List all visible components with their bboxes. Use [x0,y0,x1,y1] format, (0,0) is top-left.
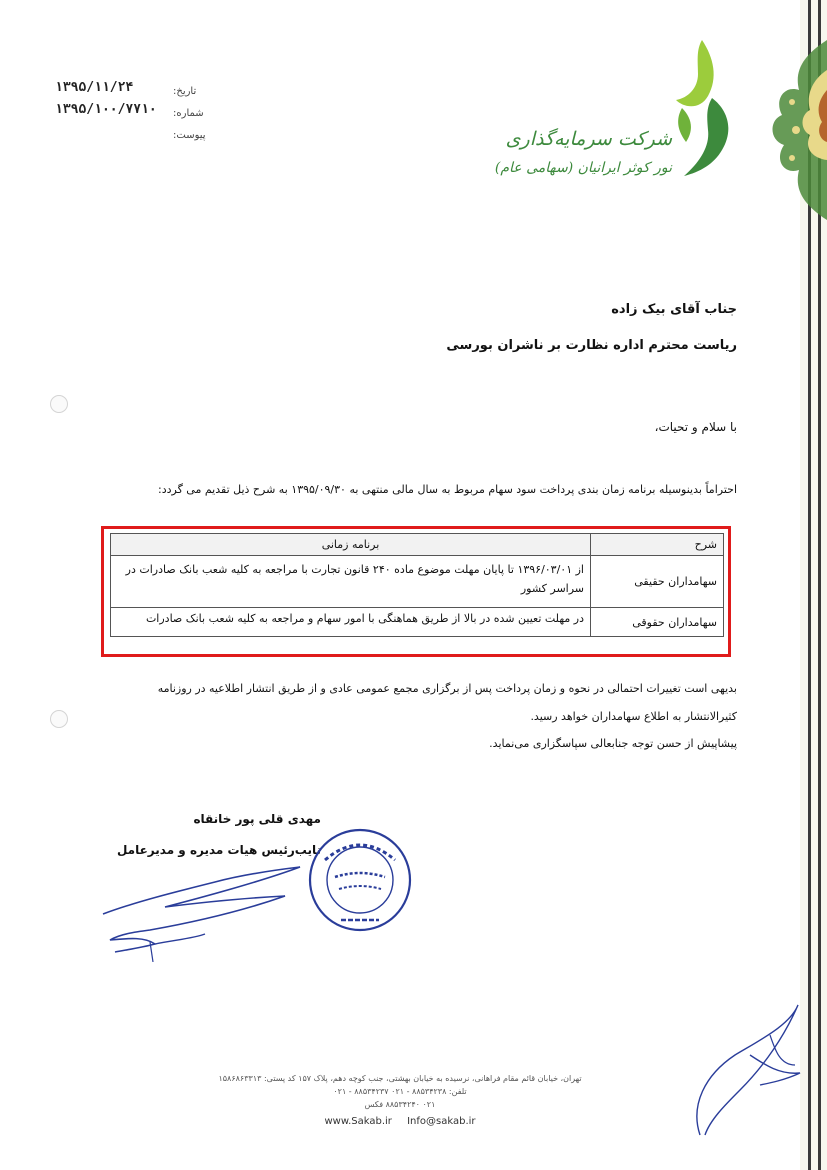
greeting: با سلام و تحیات، [654,420,737,434]
body-paragraph: بدیهی است تغییرات احتمالی در نحوه و زمان پرداخت پس از برگزاری مجمع عمومی عادی و از طریق انتشار اطلاعیه در روزنامه [157,682,737,695]
addressee-name: جناب آقای بیک زاده [611,302,737,317]
row-program: در مهلت تعیین شده در بالا از طریق هماهنگی با امور سهام و مراجعه به کلیه شعب بانک صادرات [111,608,591,637]
closing-line: پیشاپیش از حسن توجه جنابعالی سپاسگزاری می‌نماید. [489,737,737,750]
company-name: شرکت سرمایه‌گذاری [505,128,672,150]
row-program: از ۱۳۹۶/۰۳/۰۱ تا پایان مهلت موضوع ماده ۲۴۰ قانون تجارت با مراجعه به کلیه شعب بانک صادرات در سراسر کشور [111,556,591,608]
margin-signature-icon [680,995,810,1145]
footer-web [180,1116,620,1127]
row-description: سهامداران حقیقی [591,556,724,608]
meta-attachment [55,124,205,146]
addressee-title: ریاست محترم اداره نظارت بر ناشران بورسی [446,338,737,353]
footer-phone: تلفن: ۸۸۵۳۴۲۳۸ - ۰۲۱ ۸۸۵۳۴۲۳۷ - ۰۲۱ [333,1087,467,1096]
company-name-subtitle: نور کوثر ایرانیان (سهامی عام) [494,160,672,176]
footer-fax: ۰۲۱ ۸۸۵۳۴۲۴۰ فکس [364,1100,436,1109]
meta-date [55,80,205,102]
row-description: سهامداران حقوقی [591,608,724,637]
punch-hole [50,710,68,728]
table-header-row [111,534,724,556]
number-label: شماره: [173,108,204,119]
date-value: ۱۳۹۵/۱۱/۲۴ [55,80,134,95]
intro-paragraph: احتراماً بدینوسیله برنامه زمان بندی پرداخت سود سهام مربوط به سال مالی منتهی به ۱۳۹۵/۰۹/۳۰ به شرح ذیل تقدیم می گردد: [158,483,737,496]
letter-meta [55,80,205,146]
table-row [111,608,724,637]
company-logo-icon [662,38,742,178]
body-paragraph: کثیرالانتشار به اطلاع سهامداران خواهد رسید. [530,710,737,723]
header-description: شرح [591,534,724,556]
table-row [111,556,724,608]
number-value: ۱۳۹۵/۱۰۰/۷۷۱۰ [55,102,157,117]
punch-hole [50,395,68,413]
company-stamp-icon [305,825,415,935]
header-program: برنامه زمانی [111,534,591,556]
website-link[interactable]: www.Sakab.ir [324,1116,392,1127]
handwritten-signature-icon [95,852,325,962]
islamic-ornament-icon [744,30,827,230]
attachment-label: پیوست: [173,130,206,141]
meta-number [55,102,205,124]
email-link[interactable]: Info@sakab.ir [407,1116,476,1127]
footer-address: تهران، خیابان قائم مقام فراهانی، نرسیده به خیابان بهشتی، جنب کوچه دهم، پلاک ۱۵۷ کد پستی: ۱۵۸۶۸۶۳۳۱۳ [218,1074,582,1083]
signatory-title: نایب‌رئیس هیات مدیره و مدیرعامل [116,843,321,857]
schedule-table [110,533,724,637]
date-label: تاریخ: [173,86,197,97]
letter-footer [180,1072,620,1127]
signatory-name: مهدی قلی پور خانقاه [193,812,321,826]
